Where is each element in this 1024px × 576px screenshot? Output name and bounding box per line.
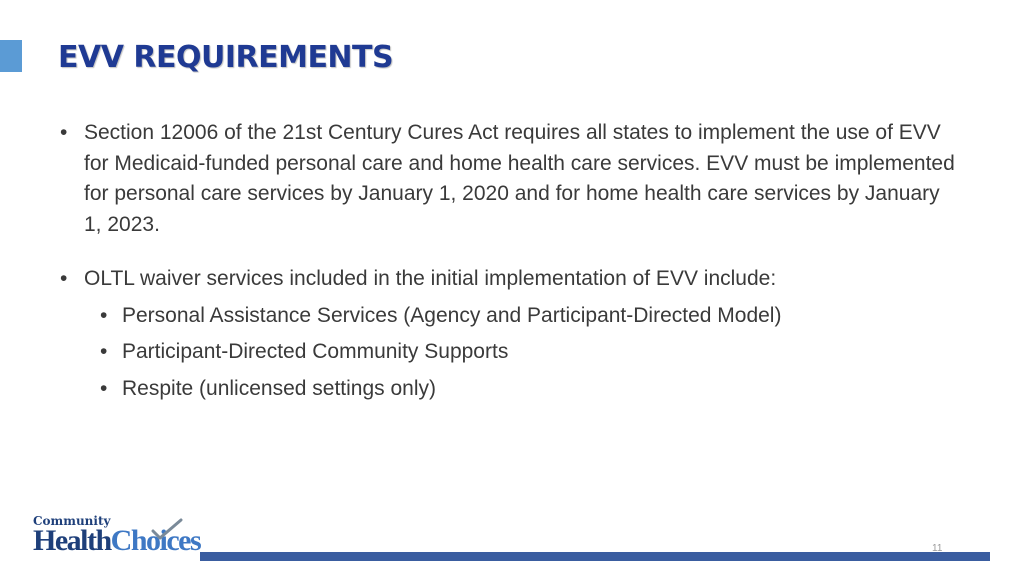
sub-bullet-text: Respite (unlicensed settings only) — [122, 376, 436, 400]
bullet-icon: • — [100, 376, 108, 400]
sub-bullet-text: Personal Assistance Services (Agency and Participant-Directed Model) — [122, 303, 782, 327]
sub-bullet-item — [60, 337, 960, 368]
sub-bullet-text: Participant-Directed Community Supports — [122, 340, 509, 363]
logo-health-text: Health — [33, 524, 111, 557]
community-healthchoices-logo — [33, 514, 201, 562]
sub-bullet-item — [60, 374, 960, 405]
footer-bar — [200, 552, 990, 561]
bullet-icon: • — [60, 121, 68, 144]
sub-bullet-item — [60, 301, 960, 332]
bullet-text: OLTL waiver services included in the initial implementation of EVV include: — [84, 267, 777, 290]
bullet-item — [60, 118, 960, 240]
logo-choices-text: Choices — [110, 524, 201, 557]
slide-title: EVV REQUIREMENTS — [58, 40, 394, 75]
bullet-icon: • — [100, 303, 108, 327]
title-accent-square — [0, 40, 22, 72]
sub-bullet-list — [60, 301, 960, 405]
logo-community-text: Community — [33, 514, 111, 528]
bullet-icon: • — [100, 340, 108, 363]
page-number: 11 — [932, 543, 943, 554]
bullet-item — [60, 264, 960, 295]
bullet-icon: • — [60, 267, 68, 290]
checkmark-icon — [151, 518, 183, 540]
slide-content — [60, 118, 960, 410]
bullet-text: Section 12006 of the 21st Century Cures Act requires all states to implement the use of EVV for Medicaid-funded personal care and home health care services. EVV must be implemented for personal care services by January 1, 2020 and for home health care services by January 1, 2023. — [84, 121, 955, 236]
